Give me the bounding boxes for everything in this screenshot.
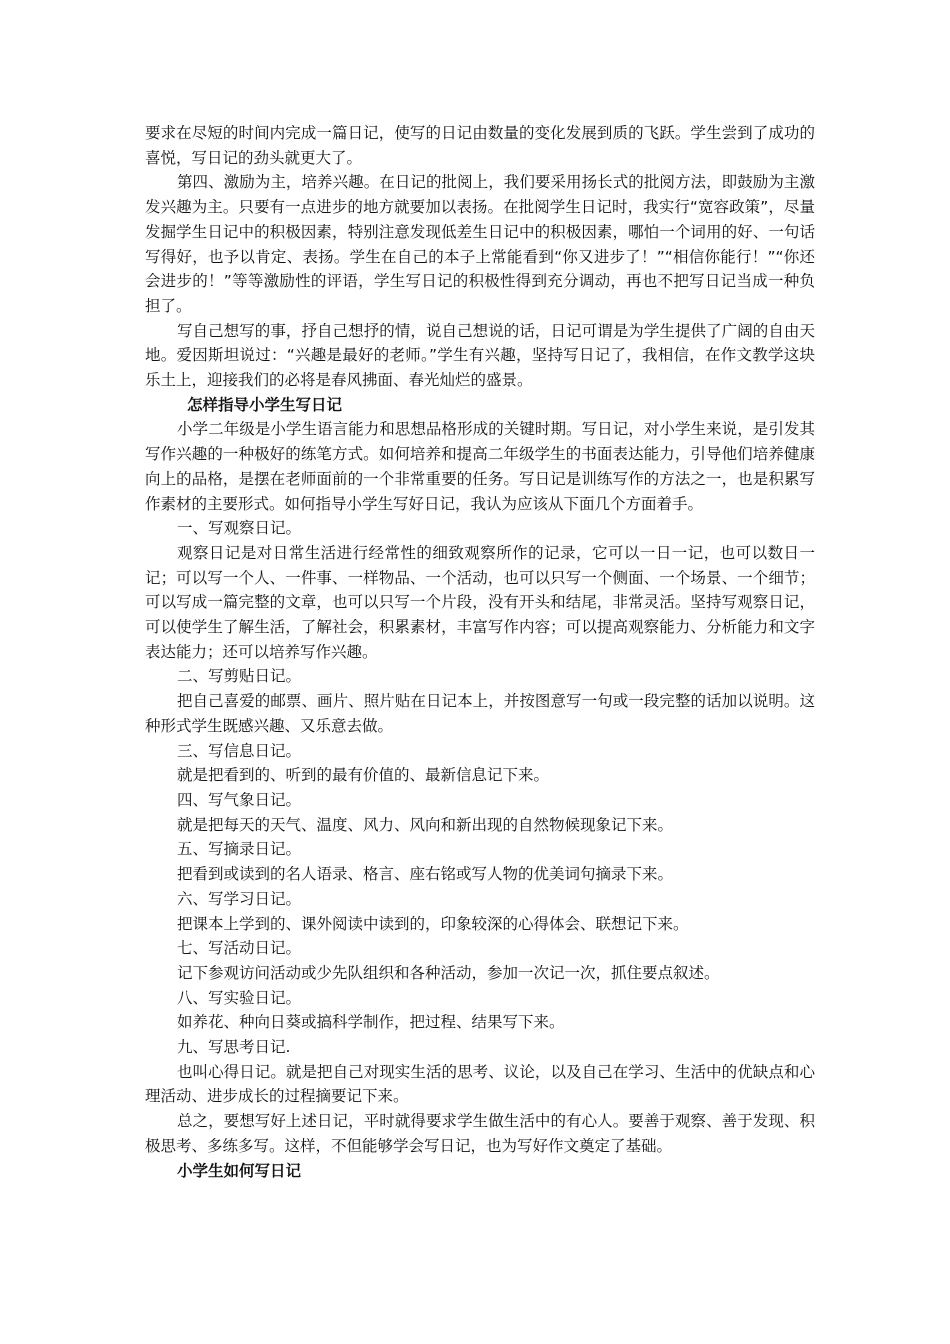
paragraph: 写自己想写的事，抒自己想抒的情，说自己想说的话，日记可谓是为学生提供了广阔的自由天地。爱因斯坦说过：“兴趣是最好的老师。”学生有兴趣，坚持写日记了，我相信，在作文教学这块乐土上，迎接我们的必将是春风拂面、春光灿烂的盛景。 xyxy=(145,321,815,390)
paragraph: 第四、激励为主，培养兴趣。在日记的批阅上，我们要采用扬长式的批阅方法，即鼓励为主激发兴趣为主。只要有一点进步的地方就要加以表扬。在批阅学生日记时，我实行“宽容政策”，尽量发掘学生日记中的积极因素，特别注意发现低差生日记中的积极因素，哪怕一个词用的好、一句话写得好，也予以肯定、表扬。学生在自己的本子上常能看到“你又进步了！”“相信你能行！”“你还会进步的！”等等激励性的评语，学生写日记的积极性得到充分调动，再也不把写日记当成一种负担了。 xyxy=(145,173,815,315)
list-heading: 七、写活动日记。 xyxy=(177,939,302,958)
list-heading: 八、写实验日记。 xyxy=(177,988,302,1007)
paragraph: 观察日记是对日常生活进行经常性的细致观察所作的记录，它可以一日一记，也可以数日一记；可以写一个人、一件事、一样物品、一个活动，也可以只写一个侧面、一个场景、一个细节；可以写成一篇完整的文章，也可以只写一个片段，没有开头和结尾，非常灵活。坚持写观察日记，可以使学生了解生活，了解社会，积累素材，丰富写作内容；可以提高观察能力、分析能力和文字表达能力；还可以培养写作兴趣。 xyxy=(145,543,815,661)
paragraph: 也叫心得日记。就是把自己对现实生活的思考、议论，以及自己在学习、生活中的优缺点和心理活动、进步成长的过程摘要记下来。 xyxy=(145,1062,815,1106)
paragraph: 记下参观访问活动或少先队组织和各种活动，参加一次记一次，抓住要点叙述。 xyxy=(177,963,720,982)
paragraph: 要求在尽短的时间内完成一篇日记，使写的日记由数量的变化发展到质的飞跃。学生尝到了成功的喜悦，写日记的劲头就更大了。 xyxy=(145,124,815,167)
paragraph: 就是把看到的、听到的最有价值的、最新信息记下来。 xyxy=(177,766,550,785)
paragraph: 小学二年级是小学生语言能力和思想品格形成的关键时期。写日记，对小学生来说，是引发其写作兴趣的一种极好的练笔方式。如何培养和提高二年级学生的书面表达能力，引导他们培养健康向上的品格，是摆在老师面前的一个非常重要的任务。写日记是训练写作的方法之一，也是积累写作素材的主要形式。如何指导小学生写好日记，我认为应该从下面几个方面着手。 xyxy=(145,420,815,513)
list-heading: 四、写气象日记。 xyxy=(177,790,302,809)
document-body xyxy=(145,121,815,1183)
paragraph: 就是把每天的天气、温度、风力、风向和新出现的自然物候现象记下来。 xyxy=(177,815,674,834)
paragraph: 把自己喜爱的邮票、画片、照片贴在日记本上，并按图意写一句或一段完整的话加以说明。这种形式学生既感兴趣、又乐意去做。 xyxy=(145,692,815,735)
list-heading: 二、写剪贴日记。 xyxy=(177,667,302,686)
list-heading: 五、写摘录日记。 xyxy=(177,840,302,859)
list-heading: 六、写学习日记。 xyxy=(177,889,302,908)
section-heading: 怎样指导小学生写日记 xyxy=(187,395,343,414)
list-heading: 一、写观察日记。 xyxy=(177,519,302,538)
list-heading: 九、写思考日记. xyxy=(177,1038,291,1057)
list-heading: 三、写信息日记。 xyxy=(177,741,302,760)
paragraph: 总之，要想写好上述日记，平时就得要求学生做生活中的有心人。要善于观察、善于发现、积极思考、多练多写。这样，不但能够学会写日记，也为写好作文奠定了基础。 xyxy=(145,1112,815,1155)
paragraph: 把看到或读到的名人语录、格言、座右铭或写人物的优美词句摘录下来。 xyxy=(177,865,674,884)
paragraph: 如养花、种向日葵或搞科学制作，把过程、结果写下来。 xyxy=(177,1013,565,1032)
paragraph: 把课本上学到的、课外阅读中读到的，印象较深的心得体会、联想记下来。 xyxy=(177,914,689,933)
section-heading: 小学生如何写日记 xyxy=(177,1161,302,1180)
